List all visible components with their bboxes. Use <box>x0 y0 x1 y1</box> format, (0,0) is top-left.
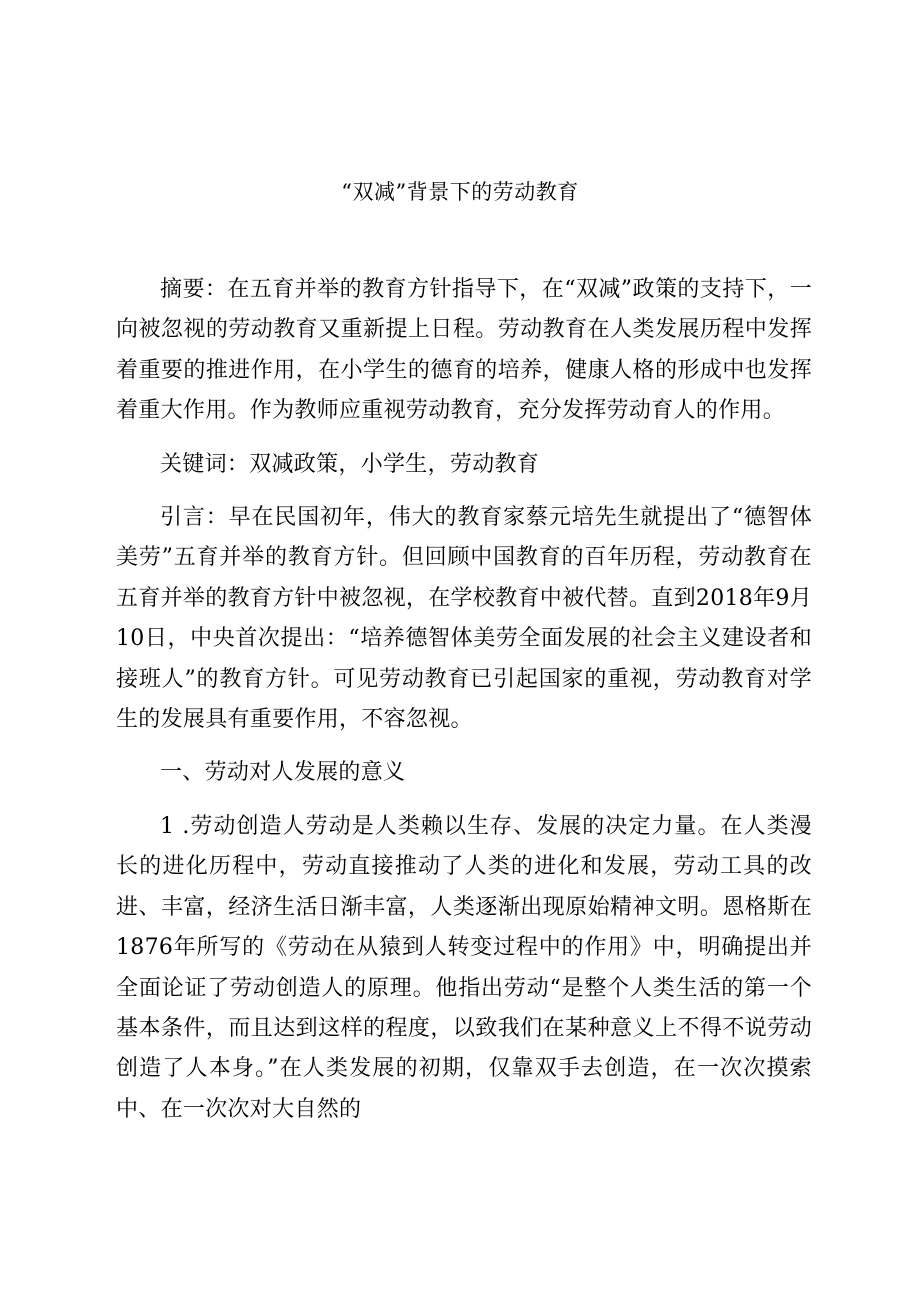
abstract-paragraph: 摘要：在五育并举的教育方针指导下，在“双减”政策的支持下，一向被忽视的劳动教育又重新提上日程。劳动教育在人类发展历程中发挥着重要的推进作用，在小学生的德育的培养，健康人格的形成中也发挥着重大作用。作为教师应重视劳动教育，充分发挥劳动育人的作用。 <box>116 277 812 424</box>
document-title: “双减”背景下的劳动教育 <box>341 180 579 204</box>
section-paragraph: 1 .劳动创造人劳动是人类赖以生存、发展的决定力量。在人类漫长的进化历程中，劳动直接推动了人类的进化和发展，劳动工具的改进、丰富，经济生活日渐丰富，人类逐渐出现原始精神文明。恩格斯在1876年所写的《劳动在从猿到人转变过程中的作用》中，明确提出并全面论证了劳动创造人的原理。他指出劳动“是整个人类生活的第一个基本条件，而且达到这样的程度，以致我们在某种意义上不得不说劳动创造了人本身。”在人类发展的初期，仅靠双手去创造，在一次次摸索中、在一次次对大自然的 <box>116 813 812 1122</box>
document-body <box>116 270 812 1130</box>
section-heading: 一、劳动对人发展的意义 <box>160 760 406 786</box>
keywords-paragraph: 关键词：双减政策，小学生，劳动教育 <box>160 451 540 477</box>
introduction-paragraph: 引言：早在民国初年，伟大的教育家蔡元培先生就提出了“德智体美劳”五育并举的教育方针。但回顾中国教育的百年历程，劳动教育在五育并举的教育方针中被忽视，在学校教育中被代替。直到2018年9月10日，中央首次提出：“培养德智体美劳全面发展的社会主义建设者和接班人”的教育方针。可见劳动教育已引起国家的重视，劳动教育对学生的发展具有重要作用，不容忽视。 <box>116 505 812 733</box>
